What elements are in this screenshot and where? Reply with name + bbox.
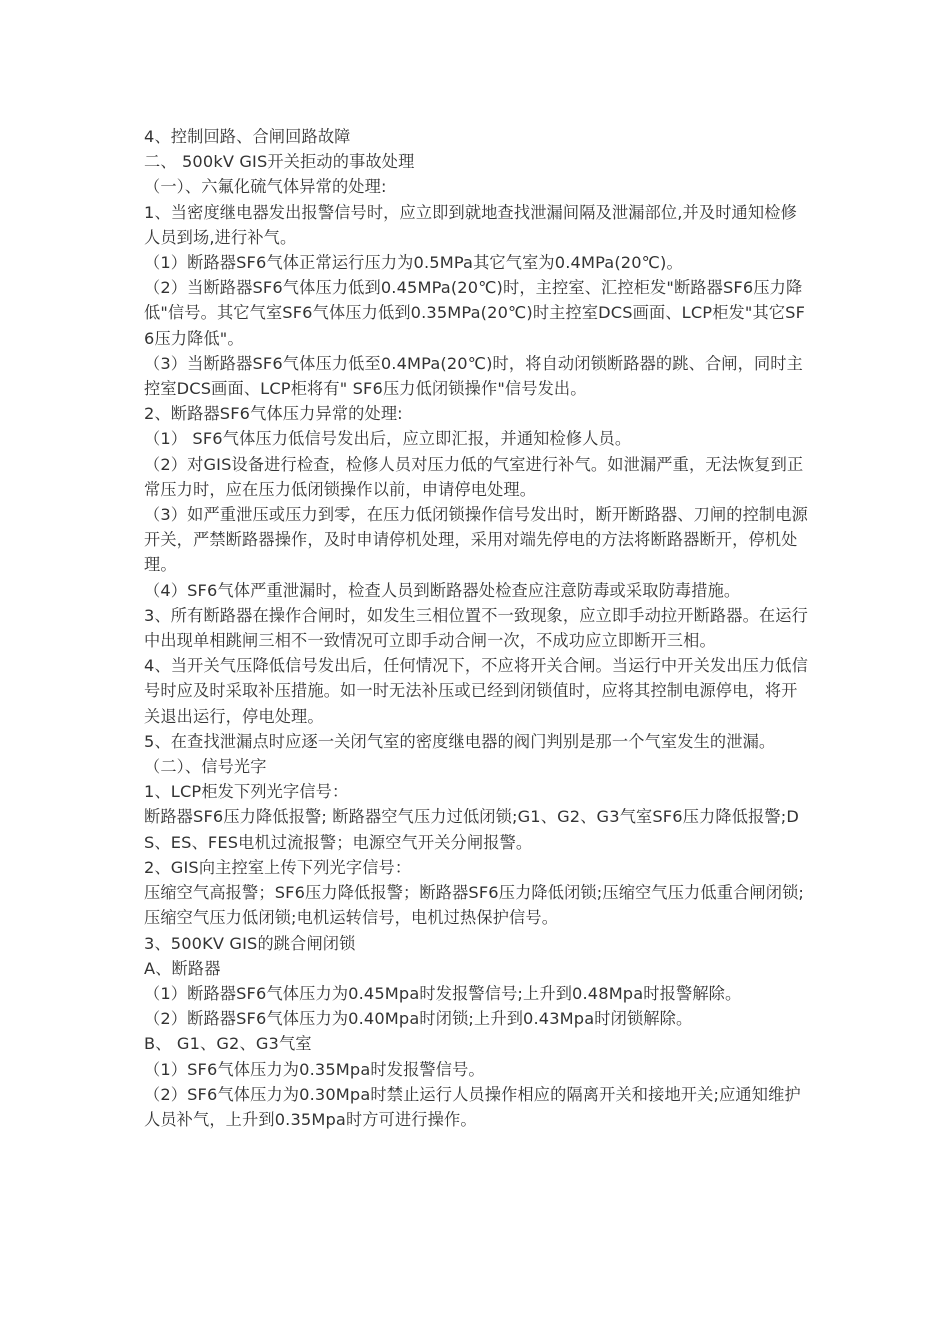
paragraph-line: （3）当断路器SF6气体压力低至0.4MPa(20℃)时，将自动闭锁断路器的跳、合闸，同时主控室DCS画面、LCP柜将有" SF6压力低闭锁操作"信号发出。 [144,353,803,399]
paragraph-line: （1）SF6气体压力为0.35Mpa时发报警信号。 [144,1059,485,1079]
subsection-heading: （二）、信号光字 [144,757,267,777]
paragraph-line: 断路器SF6压力降低报警; 断路器空气压力过低闭锁;G1、G2、G3气室SF6压力降低报警;DS、ES、FES电机过流报警；电源空气开关分闸报警。 [144,807,799,852]
paragraph-line: B、 G1、G2、G3气室 [144,1034,312,1054]
paragraph-line: 2、断路器SF6气体压力异常的处理: [144,404,403,424]
paragraph-line: 4、当开关气压降低信号发出后，任何情况下，不应将开关合闸。当运行中开关发出压力低信号时应及时采取补压措施。如一时无法补压或已经到闭锁值时，应将其控制电源停电，将开关退出运行，停电处理。 [144,656,808,726]
paragraph-line: A、断路器 [144,958,221,978]
subsection-heading: （一）、六氟化硫气体异常的处理: [144,177,387,197]
paragraph-line: （2）对GIS设备进行检查，检修人员对压力低的气室进行补气。如泄漏严重，无法恢复到正常压力时，应在压力低闭锁操作以前，申请停电处理。 [144,454,804,499]
paragraph-line: 2、GIS向主控室上传下列光字信号： [144,857,412,877]
paragraph-line: （1）断路器SF6气体压力为0.45Mpa时发报警信号;上升到0.48Mpa时报警解除。 [144,983,742,1003]
section-heading: 二、 500kV GIS开关拒动的事故处理 [144,152,415,172]
paragraph-line: （2）当断路器SF6气体压力低到0.45MPa(20℃)时，主控室、汇控柜发"断路器SF6压力降低"信号。其它气室SF6气体压力低到0.35MPa(20℃)时主控室DCS画面、LCP柜发"其它SF6压力降低"。 [144,278,806,348]
paragraph-line: 1、当密度继电器发出报警信号时，应立即到就地查找泄漏间隔及泄漏部位,并及时通知检修人员到场,进行补气。 [144,202,797,247]
paragraph-line: （2）断路器SF6气体压力为0.40Mpa时闭锁;上升到0.43Mpa时闭锁解除。 [144,1009,693,1029]
document-body [144,124,812,1132]
paragraph-line: 3、所有断路器在操作合闸时，如发生三相位置不一致现象，应立即手动拉开断路器。在运行中出现单相跳闸三相不一致情况可立即手动合闸一次，不成功应立即断开三相。 [144,605,808,651]
paragraph-line: （3）如严重泄压或压力到零，在压力低闭锁操作信号发出时，断开断路器、刀闸的控制电源开关，严禁断路器操作，及时申请停机处理，采用对端先停电的方法将断路器断开，停机处理。 [144,505,808,575]
paragraph-line: （2）SF6气体压力为0.30Mpa时禁止运行人员操作相应的隔离开关和接地开关;应通知维护人员补气，上升到0.35Mpa时方可进行操作。 [144,1084,801,1129]
paragraph-line: 4、控制回路、合闸回路故障 [144,127,351,146]
paragraph-line: 压缩空气高报警；SF6压力降低报警；断路器SF6压力降低闭锁;压缩空气压力低重合闸闭锁; 压缩空气压力低闭锁;电机运转信号，电机过热保护信号。 [144,883,810,928]
paragraph-line: （1） SF6气体压力低信号发出后，应立即汇报，并通知检修人员。 [144,429,632,449]
paragraph-line: 5、在查找泄漏点时应逐一关闭气室的密度继电器的阀门判别是那一个气室发生的泄漏。 [144,731,776,751]
paragraph-line: （4）SF6气体严重泄漏时，检查人员到断路器处检查应注意防毒或采取防毒措施。 [144,580,741,600]
paragraph-line: 3、500KV GIS的跳合闸闭锁 [144,933,356,953]
paragraph-line: 1、LCP柜发下列光字信号： [144,782,349,802]
paragraph-line: （1）断路器SF6气体正常运行压力为0.5MPa其它气室为0.4MPa(20℃)。 [144,253,683,273]
